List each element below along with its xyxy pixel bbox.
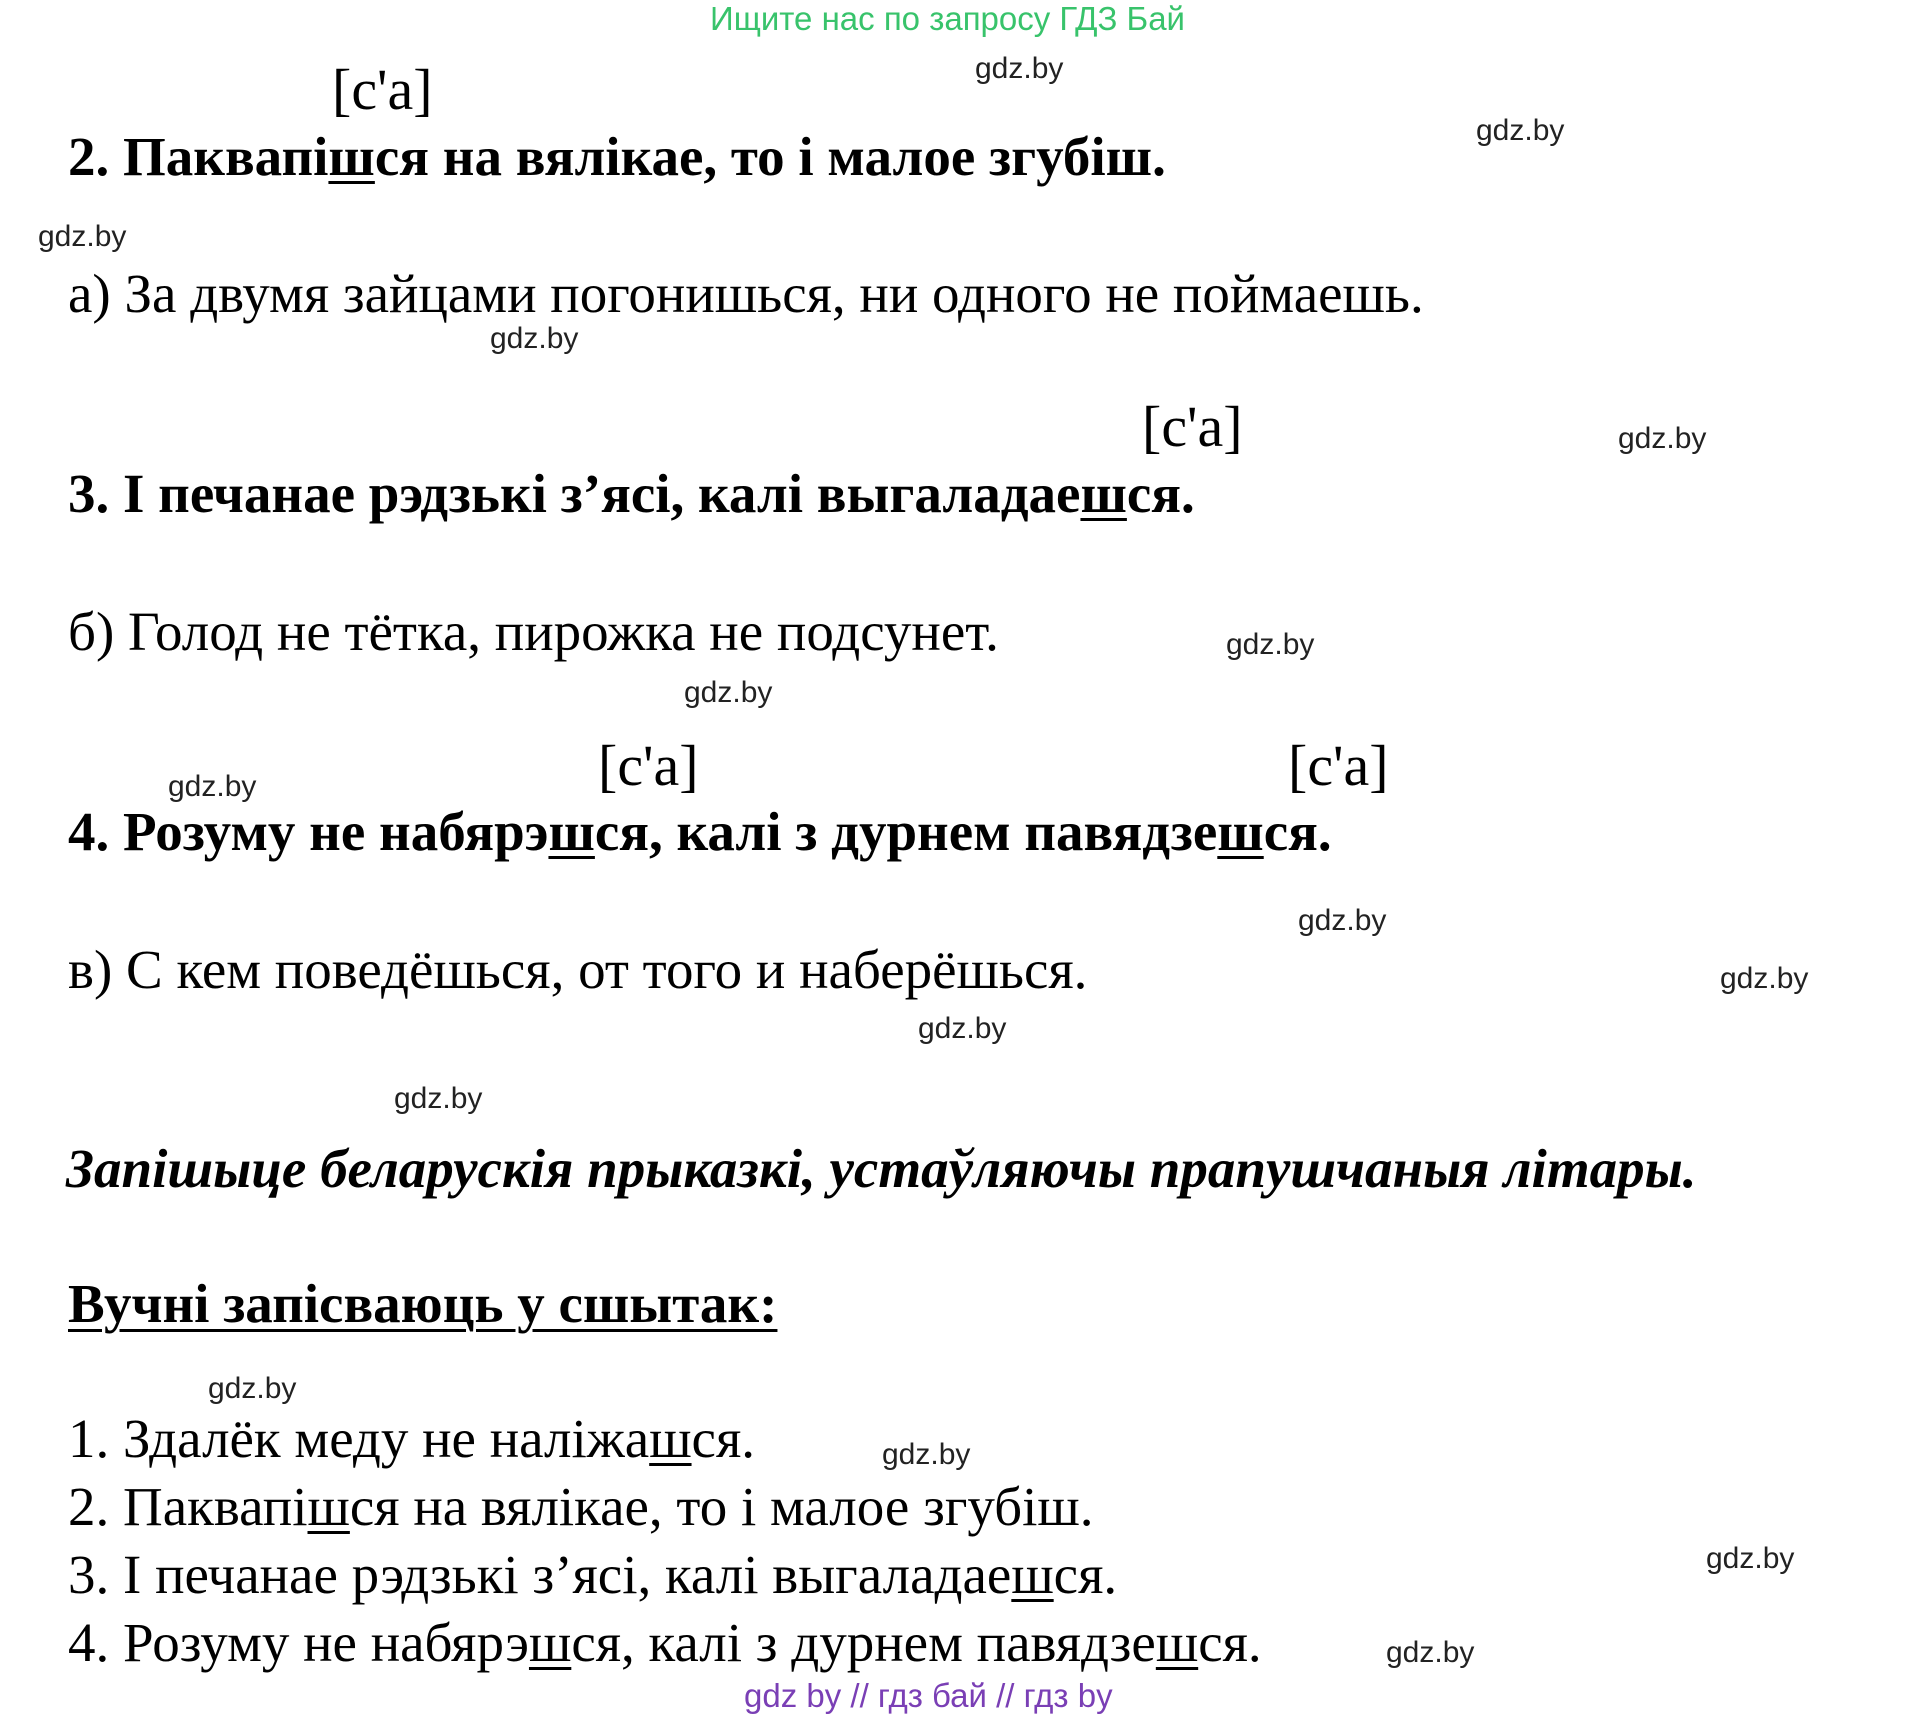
watermark: gdz.by	[208, 1372, 297, 1405]
watermark: gdz.by	[38, 220, 127, 253]
proverb-v-russian: в) С кем поведёшься, от того и наберёшься.	[68, 939, 1088, 1000]
text-part: 3. І печанае рэдзькі з’ясі, калі выгаладае	[68, 463, 1081, 524]
watermark: gdz.by	[918, 1012, 1007, 1045]
proverb-a-russian: а) За двумя зайцами погонишься, ни одного не поймаешь.	[68, 263, 1424, 324]
answer-line-3	[68, 1541, 1262, 1609]
watermark: gdz.by	[1476, 114, 1565, 147]
inserted-letter: ш	[1217, 801, 1264, 862]
watermark: gdz.by	[975, 52, 1064, 85]
answer-list	[68, 1405, 1262, 1677]
text-part: ся.	[1126, 463, 1195, 524]
text-part: ся на вялікае, то і малое згубіш.	[374, 126, 1166, 187]
watermark: gdz.by	[1386, 1636, 1475, 1669]
phonetic-mark: [с'а]	[332, 57, 433, 122]
text-part: ся.	[1263, 801, 1332, 862]
watermark: gdz.by	[1618, 422, 1707, 455]
proverb-b-russian: б) Голод не тётка, пирожка не подсунет.	[68, 601, 999, 662]
text-part: ся, калі з дурнем павядзе	[571, 1612, 1156, 1673]
watermark: gdz.by	[394, 1082, 483, 1115]
phonetic-mark: [с'а]	[598, 733, 699, 798]
watermark: gdz.by	[882, 1438, 971, 1471]
text-part: 4. Розуму не набярэ	[68, 801, 549, 862]
text-part: ся.	[1198, 1612, 1262, 1673]
watermark: gdz.by	[490, 322, 579, 355]
inserted-letter: ш	[307, 1476, 350, 1537]
watermark: gdz.by	[1298, 904, 1387, 937]
task-instruction: Запішыце беларускія прыказкі, устаўляючы прапушчаныя літары.	[66, 1138, 1697, 1199]
answer-heading: Вучні запісваюць у сшытак:	[68, 1273, 778, 1334]
proverb-4-belarusian	[68, 800, 1332, 863]
proverb-3-belarusian	[68, 462, 1195, 525]
footer-links: gdz by // гдз бай // гдз by	[744, 1677, 1113, 1714]
text-part: ся.	[691, 1408, 756, 1469]
text-part: 2. Паквапі	[68, 1476, 308, 1537]
inserted-letter: ш	[1080, 463, 1127, 524]
text-part: 1. Здалёк меду не наліжа	[68, 1408, 650, 1469]
inserted-letter: ш	[528, 1612, 572, 1673]
inserted-letter: ш	[1155, 1612, 1199, 1673]
proverb-2-belarusian	[68, 125, 1166, 188]
inserted-letter: ш	[649, 1408, 692, 1469]
watermark: gdz.by	[1720, 962, 1809, 995]
inserted-letter: ш	[548, 801, 595, 862]
answer-line-4	[68, 1609, 1262, 1677]
watermark: gdz.by	[1706, 1542, 1795, 1575]
text-part: 2. Паквапі	[68, 126, 329, 187]
answer-line-2	[68, 1473, 1262, 1541]
inserted-letter: ш	[328, 126, 375, 187]
phonetic-mark: [с'а]	[1288, 733, 1389, 798]
phonetic-mark: [с'а]	[1142, 394, 1243, 459]
text-part: ся, калі з дурнем павядзе	[594, 801, 1218, 862]
search-banner: Ищите нас по запросу ГДЗ Бай	[710, 0, 1185, 37]
text-part: 4. Розуму не набярэ	[68, 1612, 529, 1673]
text-part: ся.	[1053, 1544, 1118, 1605]
inserted-letter: ш	[1011, 1544, 1054, 1605]
answer-line-1	[68, 1405, 1262, 1473]
text-part: 3. І печанае рэдзькі з’ясі, калі выгаладае	[68, 1544, 1012, 1605]
watermark: gdz.by	[684, 676, 773, 709]
watermark: gdz.by	[1226, 628, 1315, 661]
watermark: gdz.by	[168, 770, 257, 803]
text-part: ся на вялікае, то і малое згубіш.	[349, 1476, 1094, 1537]
